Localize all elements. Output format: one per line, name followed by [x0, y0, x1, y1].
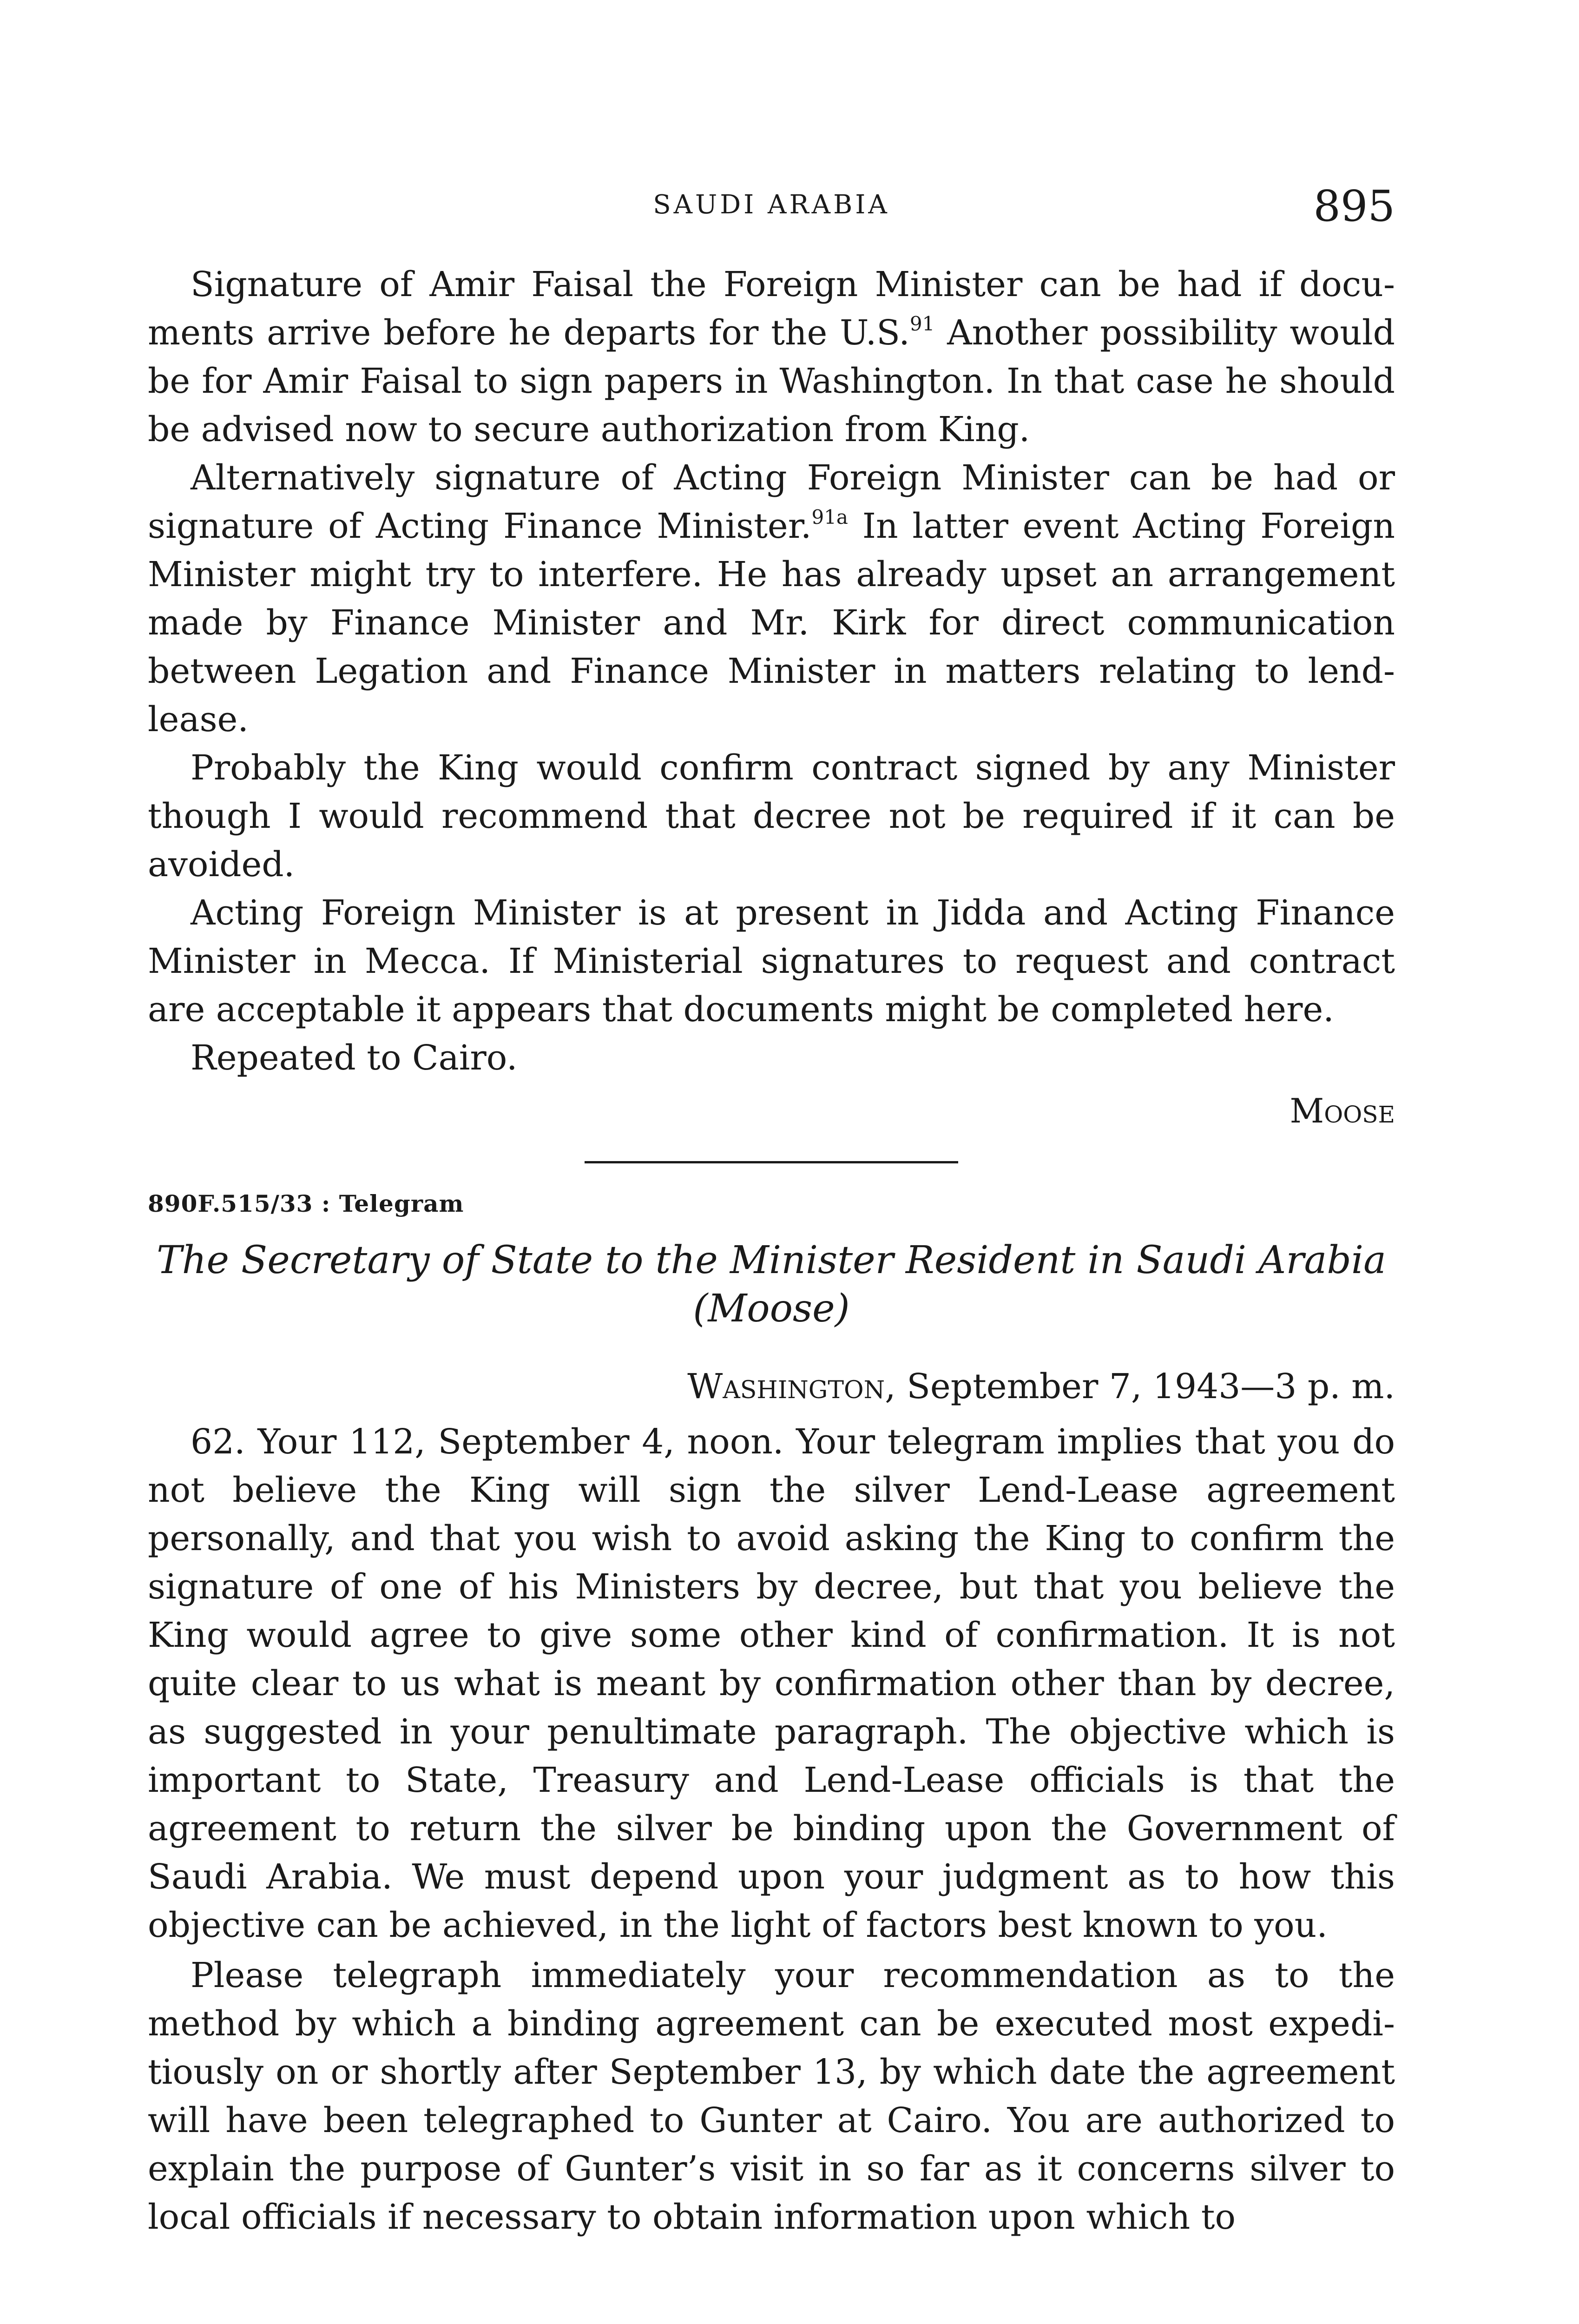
- paragraph: [148, 260, 1395, 454]
- heading-line: The Secretary of State to the Minister Resident in Saudi Arabia: [156, 1238, 1387, 1282]
- paragraph-text: Another possibility would be for Amir Faisal to sign papers in Washington. In that case he should be advised now to secure authorization from King.: [148, 313, 1395, 449]
- signature: Moose: [1290, 1091, 1395, 1130]
- file-reference: 890F.515/33 : Telegram: [148, 1190, 464, 1217]
- paragraph: Repeated to Cairo.: [191, 1038, 518, 1078]
- running-head: [148, 181, 1395, 232]
- paragraph: 62. Your 112, September 4, noon. Your telegram implies that you do not believe the King will sign the silver Lend-Lease agreement personally, and that you wish to avoid asking the King to confirm the signature of one of his Ministers by decree, but that you believe the King would agree to give some other kind of confirmation. It is not quite clear to us what is meant by confirmation other than by decree, as suggested in your penultimate paragraph. The objective which is important to State, Treasury and Lend-Lease officials is that the agreement to return the silver be binding upon the Government of Saudi Arabia. We must depend upon your judgment as to how this objective can be achieved, in the light of factors best known to you.: [148, 1422, 1395, 1945]
- dateline-date: , September 7, 1943—3 p. m.: [885, 1367, 1395, 1406]
- section-divider: [585, 1161, 958, 1163]
- paragraph-text: Signature of Amir Faisal the Foreign Minister can be had if documents arrive before he departs for the U.S.: [148, 264, 1395, 353]
- running-title: SAUDI ARABIA: [653, 190, 890, 220]
- paragraph-text: Alternatively signature of Acting Foreign Minister can be had or signature of Acting Finance Minister.: [148, 458, 1395, 546]
- page-number: 895: [1313, 181, 1395, 231]
- heading-line: (Moose): [693, 1287, 850, 1331]
- telegram-body: [148, 1418, 1395, 2241]
- footnote-marker: 91a: [811, 506, 848, 528]
- paragraph: Probably the King would confirm contract signed by any Minister though I would recommend that decree not be required if it can be avoided.: [148, 748, 1395, 885]
- paragraph: Acting Foreign Minister is at present in Jidda and Acting Finance Minister in Mecca. If Ministerial signatures to request and contract are acceptable it appears that documents might be completed here.: [148, 893, 1395, 1030]
- document-heading: [148, 1236, 1395, 1333]
- dateline: [687, 1367, 1395, 1406]
- paragraph-text: In latter event Acting Foreign Minister might try to interfere. He has already upset an arrangement made by Finance Minister and Mr. Kirk for direct communication between Legation and Finance Minister in matters relating to lend-lease.: [148, 506, 1395, 739]
- paragraph: Please telegraph immediately your recommendation as to the method by which a binding agreement can be executed most expeditiously on or shortly after September 13, by which date the agreement will have been telegraphed to Gunter at Cairo. You are authorized to explain the purpose of Gunter’s visit in so far as it concerns silver to local officials if necessary to obtain information upon which to: [148, 1955, 1395, 2237]
- paragraph: [148, 454, 1395, 744]
- footnote-marker: 91: [909, 312, 935, 335]
- previous-telegram-body: [148, 260, 1395, 1082]
- dateline-place: Washington: [687, 1367, 885, 1406]
